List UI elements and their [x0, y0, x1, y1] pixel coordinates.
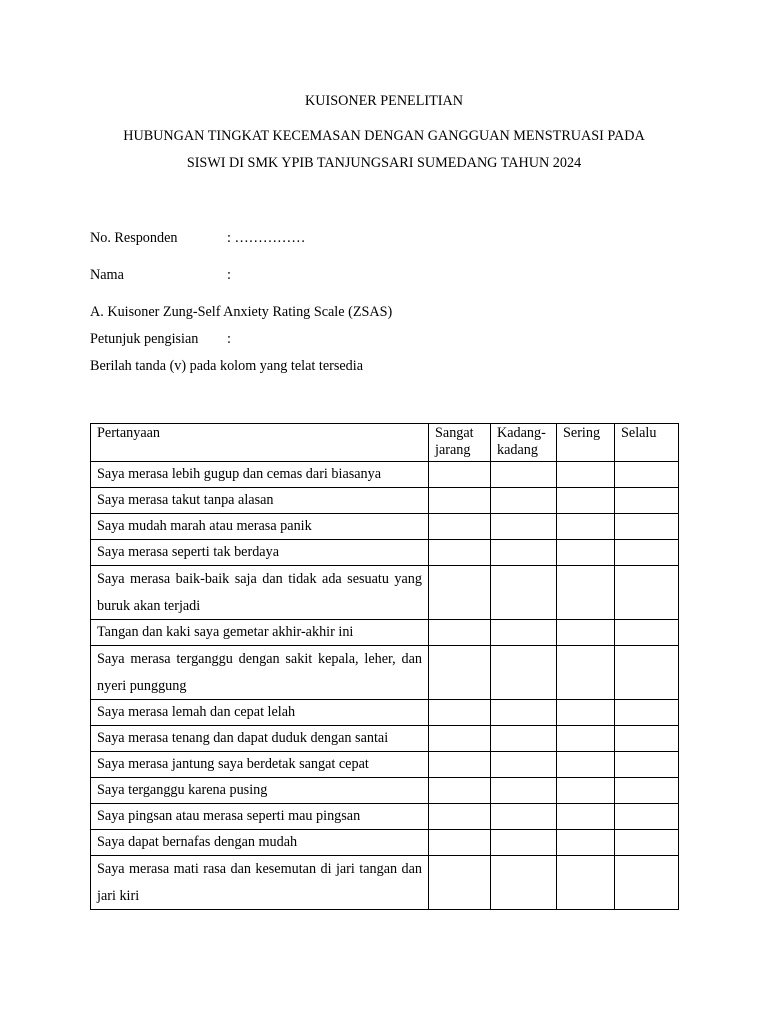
nama-field [90, 267, 231, 284]
petunjuk-line [90, 331, 231, 348]
section-heading: A. Kuisoner Zung-Self Anxiety Rating Scale (ZSAS) [90, 304, 393, 320]
header-kadang-kadang: Kadang-kadang [491, 424, 557, 462]
answer-cell-sering[interactable] [557, 804, 615, 830]
table-row [91, 804, 679, 830]
answer-cell-sangat-jarang[interactable] [429, 540, 491, 566]
table-row [91, 462, 679, 488]
answer-cell-sering[interactable] [557, 620, 615, 646]
answer-cell-kadang-kadang[interactable] [491, 830, 557, 856]
question-cell: Saya merasa terganggu dengan sakit kepala, leher, dan nyeri punggung [91, 646, 429, 700]
table-row [91, 830, 679, 856]
question-cell: Saya merasa seperti tak berdaya [91, 540, 429, 566]
document-title: KUISONER PENELITIAN [304, 93, 464, 109]
answer-cell-selalu[interactable] [615, 856, 679, 910]
header-sering: Sering [557, 424, 615, 462]
answer-cell-selalu[interactable] [615, 830, 679, 856]
answer-cell-selalu[interactable] [615, 566, 679, 620]
answer-cell-sangat-jarang[interactable] [429, 620, 491, 646]
table-row [91, 646, 679, 700]
question-cell: Saya merasa tenang dan dapat duduk dengan santai [91, 726, 429, 752]
table-row [91, 856, 679, 910]
answer-cell-kadang-kadang[interactable] [491, 540, 557, 566]
questionnaire-table [90, 423, 679, 910]
header-sangat-jarang: Sangat jarang [429, 424, 491, 462]
answer-cell-sering[interactable] [557, 778, 615, 804]
question-cell: Tangan dan kaki saya gemetar akhir-akhir ini [91, 620, 429, 646]
table-row [91, 752, 679, 778]
question-cell: Saya pingsan atau merasa seperti mau pingsan [91, 804, 429, 830]
petunjuk-value: : [227, 331, 231, 347]
answer-cell-sangat-jarang[interactable] [429, 778, 491, 804]
table-row [91, 540, 679, 566]
responden-value: : …………… [227, 230, 306, 246]
answer-cell-selalu[interactable] [615, 778, 679, 804]
answer-cell-sering[interactable] [557, 856, 615, 910]
responden-label: No. Responden [90, 230, 178, 246]
answer-cell-kadang-kadang[interactable] [491, 752, 557, 778]
document-subtitle-line-1: HUBUNGAN TINGKAT KECEMASAN DENGAN GANGGUAN MENSTRUASI PADA [123, 128, 645, 144]
answer-cell-kadang-kadang[interactable] [491, 804, 557, 830]
table-row [91, 620, 679, 646]
question-cell: Saya merasa mati rasa dan kesemutan di jari tangan dan jari kiri [91, 856, 429, 910]
answer-cell-sangat-jarang[interactable] [429, 514, 491, 540]
answer-cell-selalu[interactable] [615, 462, 679, 488]
answer-cell-selalu[interactable] [615, 540, 679, 566]
nama-value: : [227, 267, 231, 283]
answer-cell-sangat-jarang[interactable] [429, 856, 491, 910]
petunjuk-label: Petunjuk pengisian [90, 331, 199, 347]
answer-cell-sangat-jarang[interactable] [429, 462, 491, 488]
table-header-row [91, 424, 679, 462]
answer-cell-kadang-kadang[interactable] [491, 778, 557, 804]
question-cell: Saya merasa lebih gugup dan cemas dari biasanya [91, 462, 429, 488]
answer-cell-kadang-kadang[interactable] [491, 620, 557, 646]
answer-cell-selalu[interactable] [615, 646, 679, 700]
answer-cell-sering[interactable] [557, 462, 615, 488]
instruction-text: Berilah tanda (v) pada kolom yang telat tersedia [90, 358, 364, 374]
answer-cell-selalu[interactable] [615, 804, 679, 830]
answer-cell-sering[interactable] [557, 646, 615, 700]
header-pertanyaan: Pertanyaan [91, 424, 429, 462]
answer-cell-sangat-jarang[interactable] [429, 646, 491, 700]
answer-cell-sangat-jarang[interactable] [429, 488, 491, 514]
answer-cell-kadang-kadang[interactable] [491, 514, 557, 540]
answer-cell-sering[interactable] [557, 488, 615, 514]
answer-cell-kadang-kadang[interactable] [491, 726, 557, 752]
answer-cell-kadang-kadang[interactable] [491, 646, 557, 700]
answer-cell-sering[interactable] [557, 540, 615, 566]
answer-cell-selalu[interactable] [615, 514, 679, 540]
nama-label: Nama [90, 267, 124, 283]
answer-cell-kadang-kadang[interactable] [491, 566, 557, 620]
table-row [91, 778, 679, 804]
answer-cell-sangat-jarang[interactable] [429, 752, 491, 778]
question-cell: Saya merasa jantung saya berdetak sangat cepat [91, 752, 429, 778]
answer-cell-sering[interactable] [557, 514, 615, 540]
question-cell: Saya terganggu karena pusing [91, 778, 429, 804]
answer-cell-selalu[interactable] [615, 488, 679, 514]
answer-cell-selalu[interactable] [615, 700, 679, 726]
question-cell: Saya merasa baik-baik saja dan tidak ada sesuatu yang buruk akan terjadi [91, 566, 429, 620]
answer-cell-kadang-kadang[interactable] [491, 488, 557, 514]
answer-cell-selalu[interactable] [615, 726, 679, 752]
table-row [91, 488, 679, 514]
answer-cell-kadang-kadang[interactable] [491, 462, 557, 488]
question-cell: Saya mudah marah atau merasa panik [91, 514, 429, 540]
table-row [91, 566, 679, 620]
answer-cell-sering[interactable] [557, 752, 615, 778]
responden-field [90, 230, 305, 247]
question-cell: Saya merasa takut tanpa alasan [91, 488, 429, 514]
answer-cell-sering[interactable] [557, 726, 615, 752]
answer-cell-kadang-kadang[interactable] [491, 700, 557, 726]
question-cell: Saya merasa lemah dan cepat lelah [91, 700, 429, 726]
answer-cell-selalu[interactable] [615, 620, 679, 646]
answer-cell-sering[interactable] [557, 566, 615, 620]
table-row [91, 726, 679, 752]
table-row [91, 514, 679, 540]
question-cell: Saya dapat bernafas dengan mudah [91, 830, 429, 856]
table-row [91, 700, 679, 726]
answer-cell-sering[interactable] [557, 700, 615, 726]
answer-cell-kadang-kadang[interactable] [491, 856, 557, 910]
answer-cell-sangat-jarang[interactable] [429, 804, 491, 830]
header-selalu: Selalu [615, 424, 679, 462]
answer-cell-sering[interactable] [557, 830, 615, 856]
answer-cell-sangat-jarang[interactable] [429, 700, 491, 726]
answer-cell-selalu[interactable] [615, 752, 679, 778]
document-subtitle-line-2: SISWI DI SMK YPIB TANJUNGSARI SUMEDANG TAHUN 2024 [186, 155, 582, 171]
answer-cell-sangat-jarang[interactable] [429, 726, 491, 752]
answer-cell-sangat-jarang[interactable] [429, 566, 491, 620]
answer-cell-sangat-jarang[interactable] [429, 830, 491, 856]
